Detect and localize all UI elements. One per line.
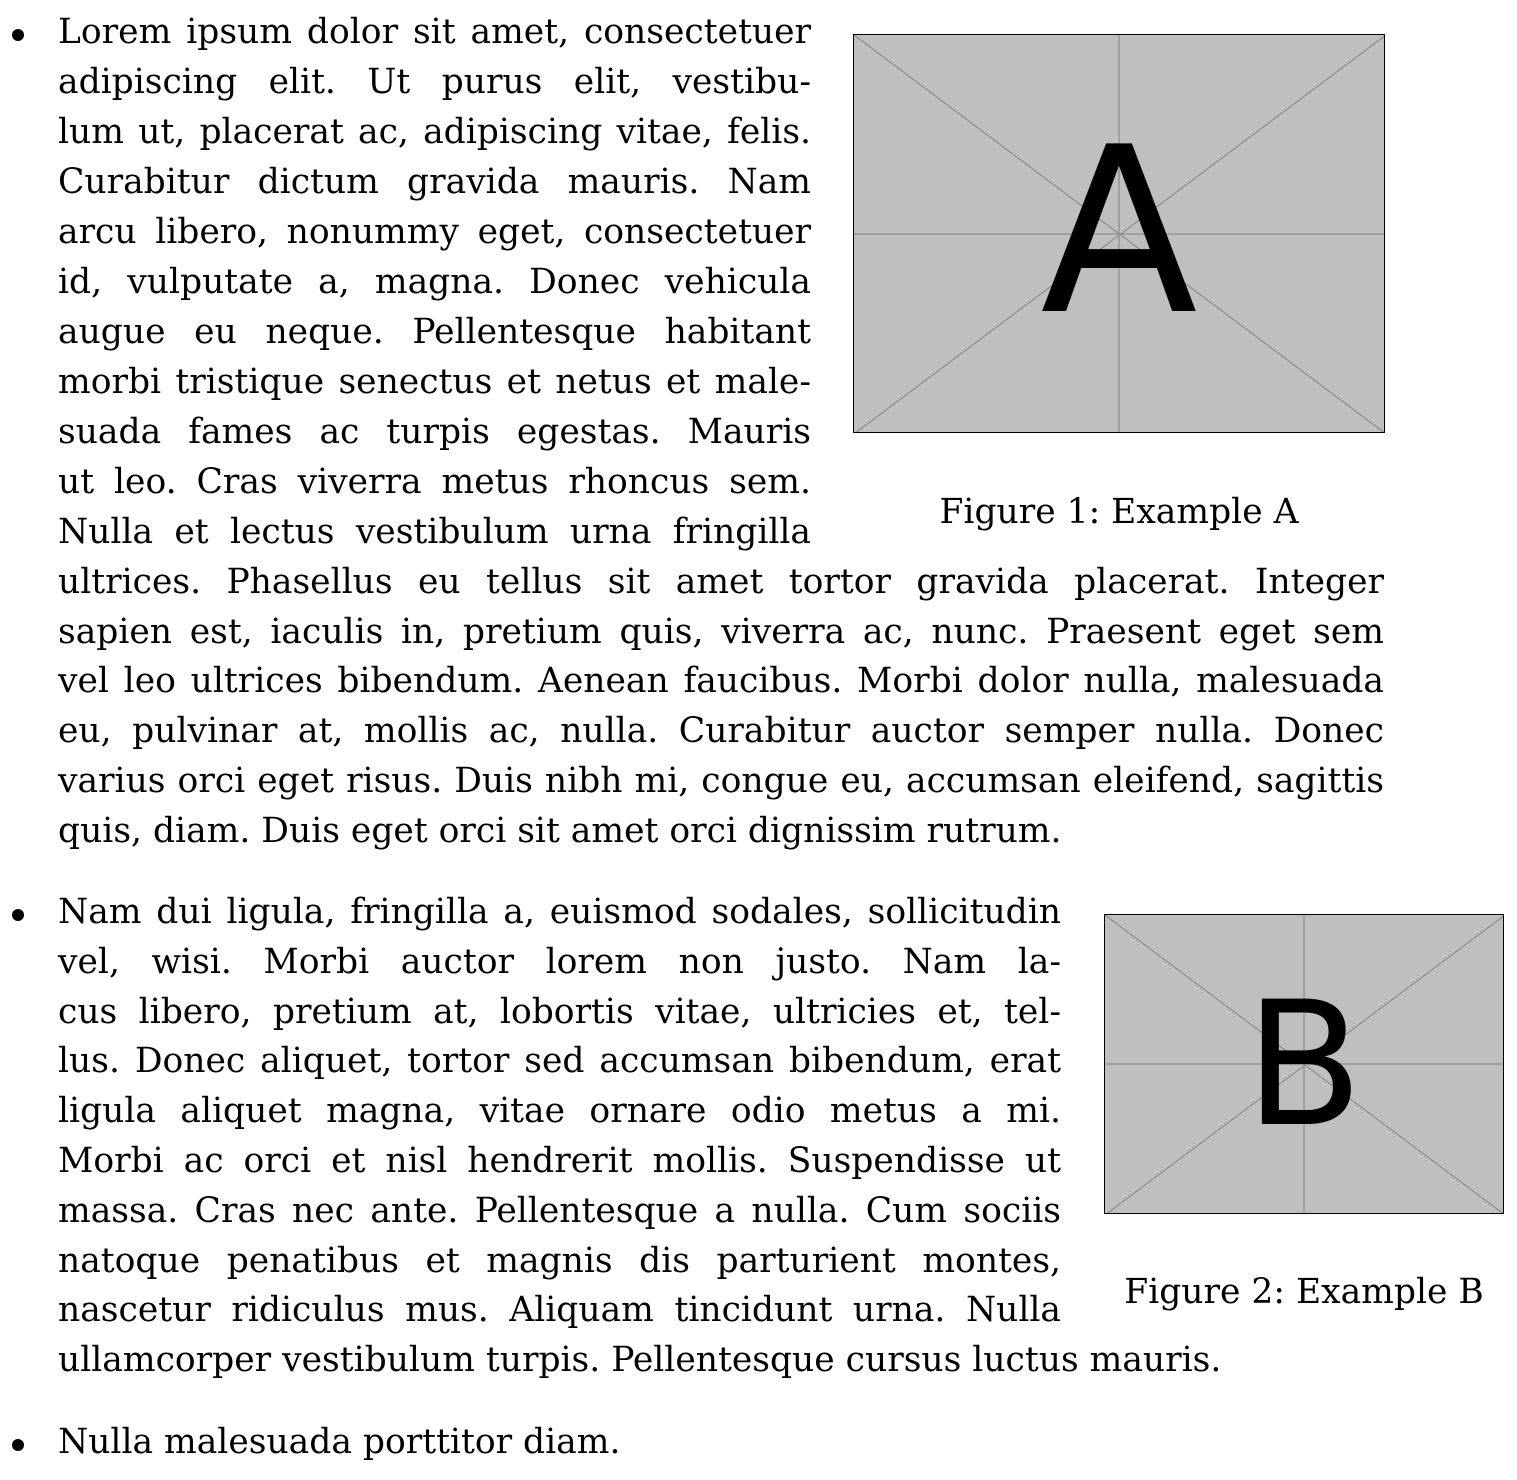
- paragraph-line: suada fames ac turpis egestas. Mauris: [58, 412, 811, 452]
- paragraph-line: Nulla et lectus vestibulum urna fringilla: [58, 512, 811, 552]
- paragraph-line: ullamcorper vestibulum turpis. Pellentesque cursus luctus mauris.: [58, 1340, 1222, 1380]
- figure-2-placeholder-image: [1104, 914, 1504, 1214]
- bullet-marker-3: [12, 1439, 24, 1451]
- figure-2-letter: B: [1245, 964, 1363, 1165]
- figure-1-letter: A: [1040, 99, 1198, 366]
- paragraph-line: lus. Donec aliquet, tortor sed accumsan bibendum, erat: [58, 1041, 1061, 1081]
- paragraph-line: lum ut, placerat ac, adipiscing vitae, felis.: [58, 112, 811, 152]
- paragraph-line: vel leo ultrices bibendum. Aenean faucibus. Morbi dolor nulla, malesuada: [58, 661, 1384, 701]
- figure-1-placeholder-image: [853, 34, 1385, 433]
- paragraph-line: sapien est, iaculis in, pretium quis, viverra ac, nunc. Praesent eget sem: [58, 612, 1384, 652]
- paragraph-line: ultrices. Phasellus eu tellus sit amet tortor gravida placerat. Integer: [58, 562, 1384, 602]
- paragraph-line: nascetur ridiculus mus. Aliquam tincidunt urna. Nulla: [58, 1290, 1061, 1330]
- paragraph-line: natoque penatibus et magnis dis parturient montes,: [58, 1241, 1061, 1281]
- paragraph-line: Nulla malesuada porttitor diam.: [58, 1422, 621, 1462]
- paragraph-line: varius orci eget risus. Duis nibh mi, congue eu, accumsan eleifend, sagittis: [58, 761, 1384, 801]
- paragraph-line: massa. Cras nec ante. Pellentesque a nulla. Cum sociis: [58, 1191, 1061, 1231]
- paragraph-line: ut leo. Cras viverra metus rhoncus sem.: [58, 462, 811, 502]
- paragraph-line: ligula aliquet magna, vitae ornare odio metus a mi.: [58, 1091, 1061, 1131]
- paragraph-line: id, vulputate a, magna. Donec vehicula: [58, 262, 811, 302]
- paragraph-line: cus libero, pretium at, lobortis vitae, ultricies et, tel-: [58, 992, 1061, 1032]
- bullet-marker-1: [12, 29, 24, 41]
- paragraph-line: arcu libero, nonummy eget, consectetuer: [58, 212, 811, 252]
- paragraph-line: quis, diam. Duis eget orci sit amet orci dignissim rutrum.: [58, 811, 1062, 851]
- figure-2-caption: Figure 2: Example B: [1124, 1272, 1484, 1312]
- paragraph-line: Nam dui ligula, fringilla a, euismod sodales, sollicitudin: [58, 892, 1061, 932]
- paragraph-line: vel, wisi. Morbi auctor lorem non justo. Nam la-: [58, 942, 1061, 982]
- paragraph-line: eu, pulvinar at, mollis ac, nulla. Curabitur auctor semper nulla. Donec: [58, 711, 1384, 751]
- paragraph-line: Lorem ipsum dolor sit amet, consectetuer: [58, 12, 811, 52]
- paragraph-line: Morbi ac orci et nisl hendrerit mollis. Suspendisse ut: [58, 1141, 1061, 1181]
- bullet-marker-2: [12, 909, 24, 921]
- paragraph-line: adipiscing elit. Ut purus elit, vestibu-: [58, 62, 811, 102]
- paragraph-line: augue eu neque. Pellentesque habitant: [58, 312, 811, 352]
- paragraph-line: Curabitur dictum gravida mauris. Nam: [58, 162, 811, 202]
- paragraph-line: morbi tristique senectus et netus et male-: [58, 362, 811, 402]
- figure-1-caption: Figure 1: Example A: [939, 492, 1299, 532]
